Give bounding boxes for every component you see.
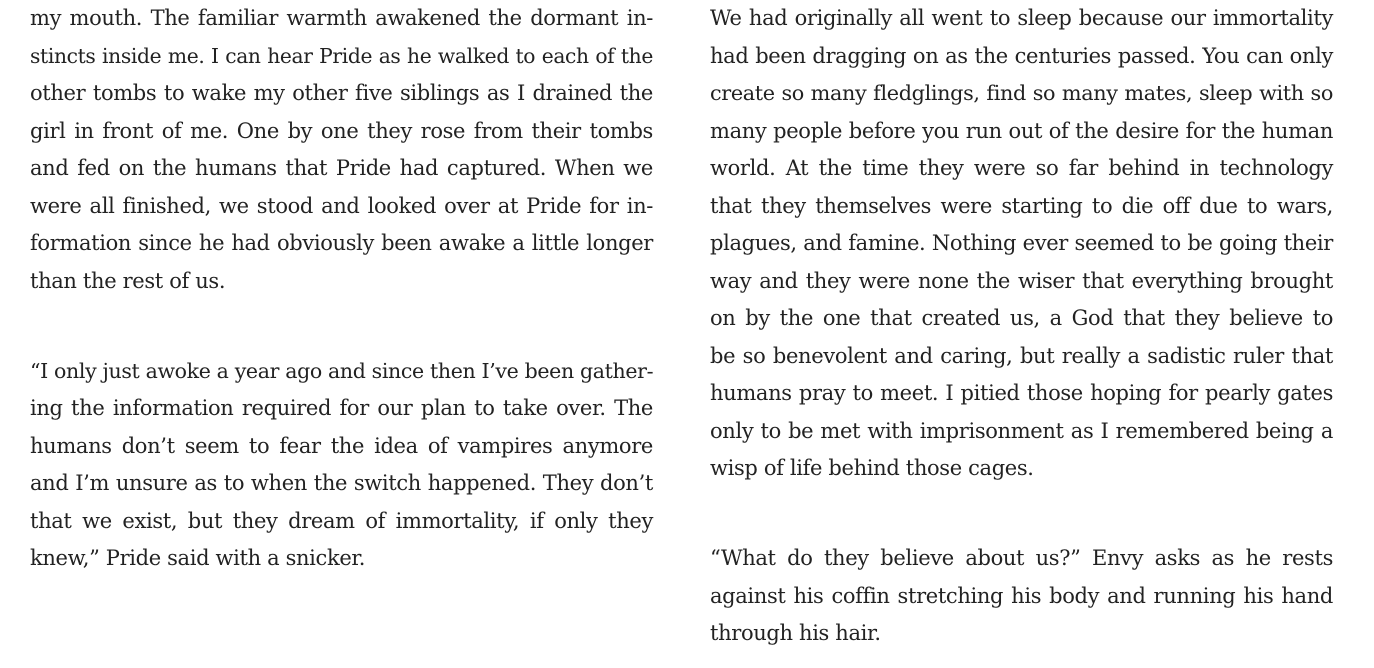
paragraph xyxy=(30,353,653,578)
text-line: be so benevolent and caring, but really a sadistic ruler that xyxy=(710,343,1333,368)
paragraph xyxy=(710,0,1333,488)
text-line: We had originally all went to sleep because our immortality xyxy=(710,6,1333,30)
text-line: “I only just awoke a year ago and since then I’ve been gather- xyxy=(30,358,654,383)
text-line: and fed on the humans that Pride had captured. When we xyxy=(30,156,653,180)
text-line: my mouth. The familiar warmth awakened the dormant in- xyxy=(30,6,653,30)
text-line: way and they were none the wiser that everything brought xyxy=(710,268,1333,293)
text-line: humans pray to meet. I pitied those hoping for pearly gates xyxy=(710,381,1333,405)
text-line: create so many fledglings, find so many mates, sleep with so xyxy=(710,81,1333,105)
text-line: that we exist, but they dream of immortality, if only they xyxy=(30,508,653,533)
paragraph xyxy=(30,0,653,300)
text-line: plagues, and famine. Nothing ever seemed to be going their xyxy=(710,231,1333,255)
text-line: other tombs to wake my other five siblings as I drained the xyxy=(30,81,653,105)
paragraph-spacer xyxy=(30,300,653,353)
text-line: “What do they believe about us?” Envy asks as he rests xyxy=(710,546,1333,570)
text-line: only to be met with imprisonment as I remembered being a xyxy=(710,418,1333,443)
text-line: were all finished, we stood and looked over at Pride for in- xyxy=(30,193,653,218)
text-line: many people before you run out of the desire for the human xyxy=(710,118,1333,143)
paragraph xyxy=(710,540,1333,653)
text-line: through his hair. xyxy=(710,621,881,645)
text-line: that they themselves were starting to die off due to wars, xyxy=(710,193,1333,218)
text-line: and I’m unsure as to when the switch happened. They don’t xyxy=(30,471,653,495)
text-line: than the rest of us. xyxy=(30,268,226,293)
text-line: wisp of life behind those cages. xyxy=(710,456,1034,480)
paragraph-spacer xyxy=(710,488,1333,541)
right-text-column xyxy=(710,0,1333,653)
text-line: knew,” Pride said with a snicker. xyxy=(30,546,366,570)
text-line: against his coffin stretching his body and running his hand xyxy=(710,583,1333,608)
text-line: formation since he had obviously been awake a little longer xyxy=(30,231,653,255)
text-line: girl in front of me. One by one they rose from their tombs xyxy=(30,118,653,143)
text-line: had been dragging on as the centuries passed. You can only xyxy=(710,43,1333,68)
text-line: stincts inside me. I can hear Pride as he walked to each of the xyxy=(30,43,653,68)
left-text-column xyxy=(30,0,653,578)
text-line: world. At the time they were so far behind in technology xyxy=(710,156,1333,180)
text-line: humans don’t seem to fear the idea of vampires anymore xyxy=(30,433,653,458)
text-line: ing the information required for our plan to take over. The xyxy=(30,396,653,420)
text-line: on by the one that created us, a God that they believe to xyxy=(710,306,1333,330)
